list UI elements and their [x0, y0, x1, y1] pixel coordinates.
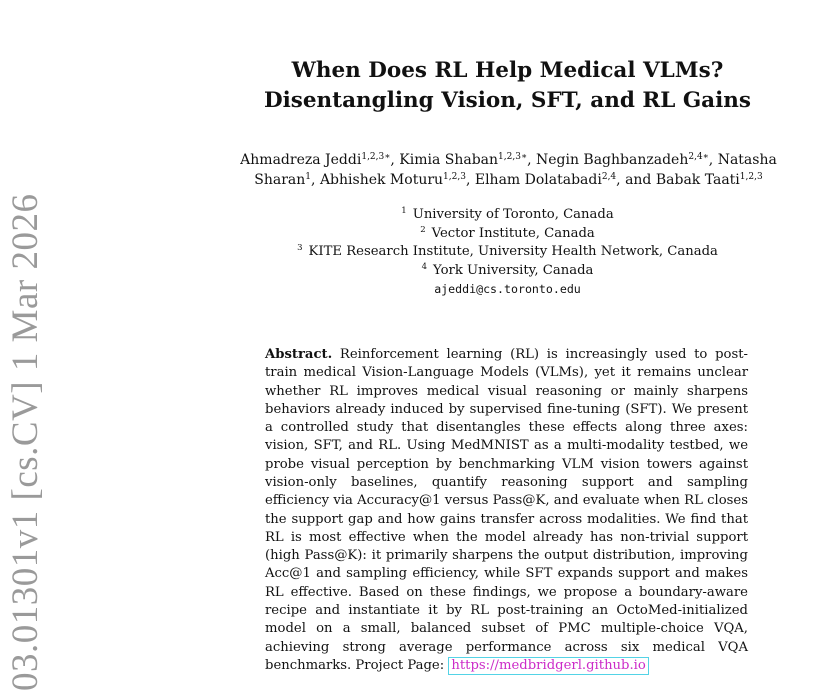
author-name: Elham Dolatabadi	[474, 172, 602, 188]
author-name: Babak Taati	[655, 172, 740, 188]
author-name: Ahmadreza Jeddi	[240, 152, 362, 168]
author-list	[210, 150, 807, 190]
author-affil-sup: 1,2,3	[443, 172, 466, 182]
affiliation-text: University of Toronto, Canada	[412, 207, 614, 222]
affiliation	[250, 243, 765, 262]
affiliation	[250, 262, 765, 281]
title-line-1: When Does RL Help Medical VLMs?	[291, 58, 724, 83]
affiliation-text: KITE Research Institute, University Health Network, Canada	[308, 244, 718, 260]
author-name: Abhishek Moturu	[319, 172, 444, 188]
author-name-second-part: Sharan	[254, 172, 306, 188]
author-affil-sup: 1,2,3	[739, 172, 763, 182]
author-affil-sup: 1	[305, 172, 312, 182]
abstract	[265, 346, 748, 675]
author-affil-sup: 2,4	[601, 172, 617, 182]
affiliation	[250, 225, 765, 244]
affiliation-list	[250, 206, 765, 299]
author-affil-sup: 1,2,3∗	[498, 152, 528, 162]
arxiv-identifier: 03.01301v1 [cs.CV] 1 Mar 2026	[5, 193, 46, 691]
contact-email[interactable]: ajeddi@cs.toronto.edu	[434, 282, 581, 297]
affiliation-text: Vector Institute, Canada	[431, 225, 595, 241]
project-page-link[interactable]: https://medbridgerl.github.io	[448, 657, 648, 675]
affiliation-number: 3	[297, 243, 303, 254]
affiliation-number: 4	[421, 261, 428, 272]
author-affil-sup: 1,2,3∗	[361, 152, 391, 162]
author-name: Negin Baghbanzadeh	[535, 152, 689, 168]
author-line-1: Ahmadreza Jeddi$^{1,2,3∗}$, Kimia Shaban$^{1,2,3∗}$, Negin Baghbanzadeh$^{2,4∗}$, Natasha	[240, 152, 777, 168]
affiliation	[250, 206, 765, 225]
affiliation-number: 2	[420, 224, 426, 235]
abstract-text: Reinforcement learning (RL) is increasingly used to post-train medical Vision-Language Models (VLMs), yet it remains unclear whether RL improves medical visual reasoning or mainly sharpens behaviors already induced by supervised fine-tuning (SFT). We present a controlled study that disentangles these effects along three axes: vision, SFT, and RL. Using MedMNIST as a multi-modality testbed, we probe visual perception by benchmarking VLM vision towers against vision-only baselines, quantify reasoning support and sampling efficiency via Accuracy@1 versus Pass@K, and evaluate when RL closes the support gap and how gains transfer across modalities. We find that RL is most effective when the model already has non-trivial support (high Pass@K): it primarily sharpens the output distribution, improving Acc@1 and sampling efficiency, while SFT expands support and makes RL effective. Based on these findings, we propose a boundary-aware recipe and instantiate it by RL post-training an OctoMed-initialized model on a small, balanced subset of PMC multiple-choice VQA, achieving strong average performance across six medical VQA benchmarks. Project Page:	[265, 347, 748, 673]
title-line-2: Disentangling Vision, SFT, and RL Gains	[263, 88, 752, 113]
affiliation-number: 1	[401, 206, 407, 216]
author-affil-sup: 2,4∗	[688, 152, 709, 162]
affiliation-text: York University, Canada	[433, 262, 594, 278]
abstract-label: Abstract.	[265, 347, 333, 362]
author-line-2: Sharan$^1$, Abhishek Moturu$^{1,2,3}$, Elham Dolatabadi$^{2,4}$, and Babak Taati$^{1,2,3}$	[254, 172, 763, 188]
author-name: Kimia Shaban	[399, 152, 499, 168]
author-name-first-part: Natasha	[717, 152, 777, 168]
paper-title	[200, 56, 815, 116]
